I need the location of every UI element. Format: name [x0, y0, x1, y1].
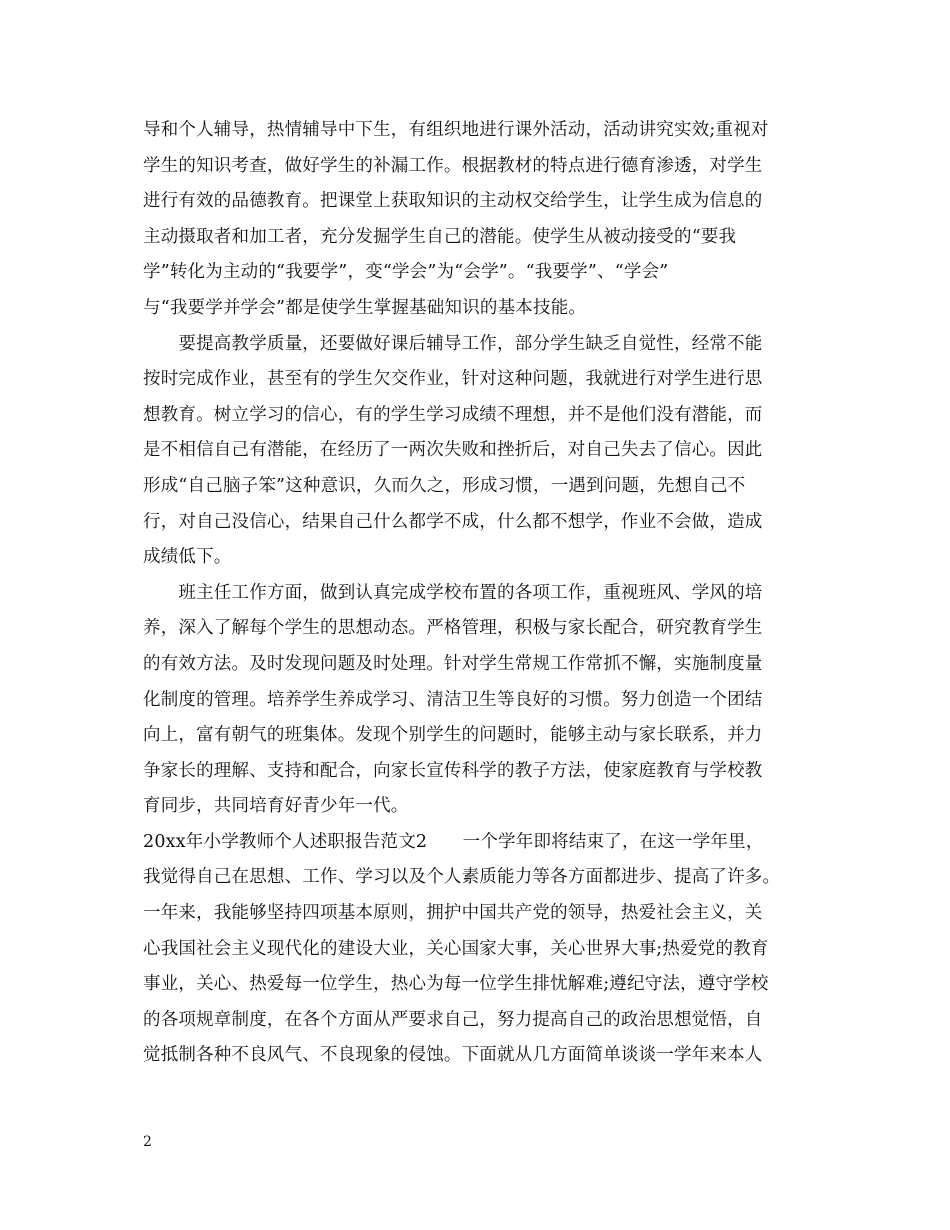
- text-line: 我觉得自己在思想、工作、学习以及个人素质能力等各方面都进步、提高了许多。: [143, 867, 781, 888]
- text-line: 班主任工作方面，做到认真完成学校布置的各项工作，重视班风、学风的培: [143, 582, 763, 603]
- text-line: 与“我要学并学会”都是使学生掌握基础知识的基本技能。: [143, 297, 587, 318]
- text-line: 养，深入了解每个学生的思想动态。严格管理，积极与家长配合，研究教育学生: [143, 618, 763, 639]
- text-line: 行，对自己没信心，结果自己什么都学不成，什么都不想学，作业不会做，造成: [143, 511, 763, 532]
- text-line: 成绩低下。: [143, 547, 232, 568]
- text-line: 主动摄取者和加工者，充分发掘学生自己的潜能。使学生从被动接受的“要我: [143, 226, 737, 247]
- text-line: 心我国社会主义现代化的建设大业，关心国家大事，关心世界大事;热爱党的教育: [143, 938, 769, 959]
- text-line: 按时完成作业，甚至有的学生欠交作业，针对这种问题，我就进行对学生进行思: [143, 369, 763, 390]
- text-line: 形成“自己脑子笨”这种意识，久而久之，形成习惯，一遇到问题，先想自己不: [143, 475, 746, 496]
- text-line: 育同步，共同培育好青少年一代。: [143, 796, 409, 817]
- text-line: 学”转化为主动的“我要学”，变“学会”为“会学”。“我要学”、“学会”: [143, 262, 669, 283]
- text-line: 觉抵制各种不良风气、不良现象的侵蚀。下面就从几方面简单谈谈一学年来本人: [143, 1045, 763, 1066]
- text-line: 想教育。树立学习的信心，有的学生学习成绩不理想，并不是他们没有潜能，而: [143, 404, 763, 425]
- text-line: 争家长的理解、支持和配合，向家长宣传科学的教子方法，使家庭教育与学校教: [143, 760, 763, 781]
- text-line: 导和个人辅导，热情辅导中下生，有组织地进行课外活动，活动讲究实效;重视对: [143, 120, 769, 140]
- text-line: 要提高教学质量，还要做好课后辅导工作，部分学生缺乏自觉性，经常不能: [143, 333, 763, 354]
- text-line: 化制度的管理。培养学生养成学习、清洁卫生等良好的习惯。努力创造一个团结: [143, 689, 763, 710]
- section-heading-line: 20xx年小学教师个人述职报告范文2 一个学年即将结束了，在这一学年里，: [143, 831, 764, 852]
- text-line: 学生的知识考查，做好学生的补漏工作。根据教材的特点进行德育渗透，对学生: [143, 155, 763, 176]
- document-body: [143, 113, 813, 1074]
- text-line: 的各项规章制度，在各个方面从严要求自己，努力提高自己的政治思想觉悟，自: [143, 1009, 763, 1030]
- text-line: 向上，富有朝气的班集体。发现个别学生的问题时，能够主动与家长联系，并力: [143, 725, 763, 746]
- text-line: 事业，关心、热爱每一位学生，热心为每一位学生排忧解难;遵纪守法，遵守学校: [143, 974, 769, 995]
- text-line: 是不相信自己有潜能，在经历了一两次失败和挫折后，对自己失去了信心。因此: [143, 440, 763, 461]
- page-number: 2: [143, 1134, 152, 1150]
- text-line: 一年来，我能够坚持四项基本原则，拥护中国共产党的领导，热爱社会主义，关: [143, 903, 763, 924]
- text-line: 的有效方法。及时发现问题及时处理。针对学生常规工作常抓不懈，实施制度量: [143, 653, 763, 674]
- text-line: 进行有效的品德教育。把课堂上获取知识的主动权交给学生，让学生成为信息的: [143, 191, 763, 212]
